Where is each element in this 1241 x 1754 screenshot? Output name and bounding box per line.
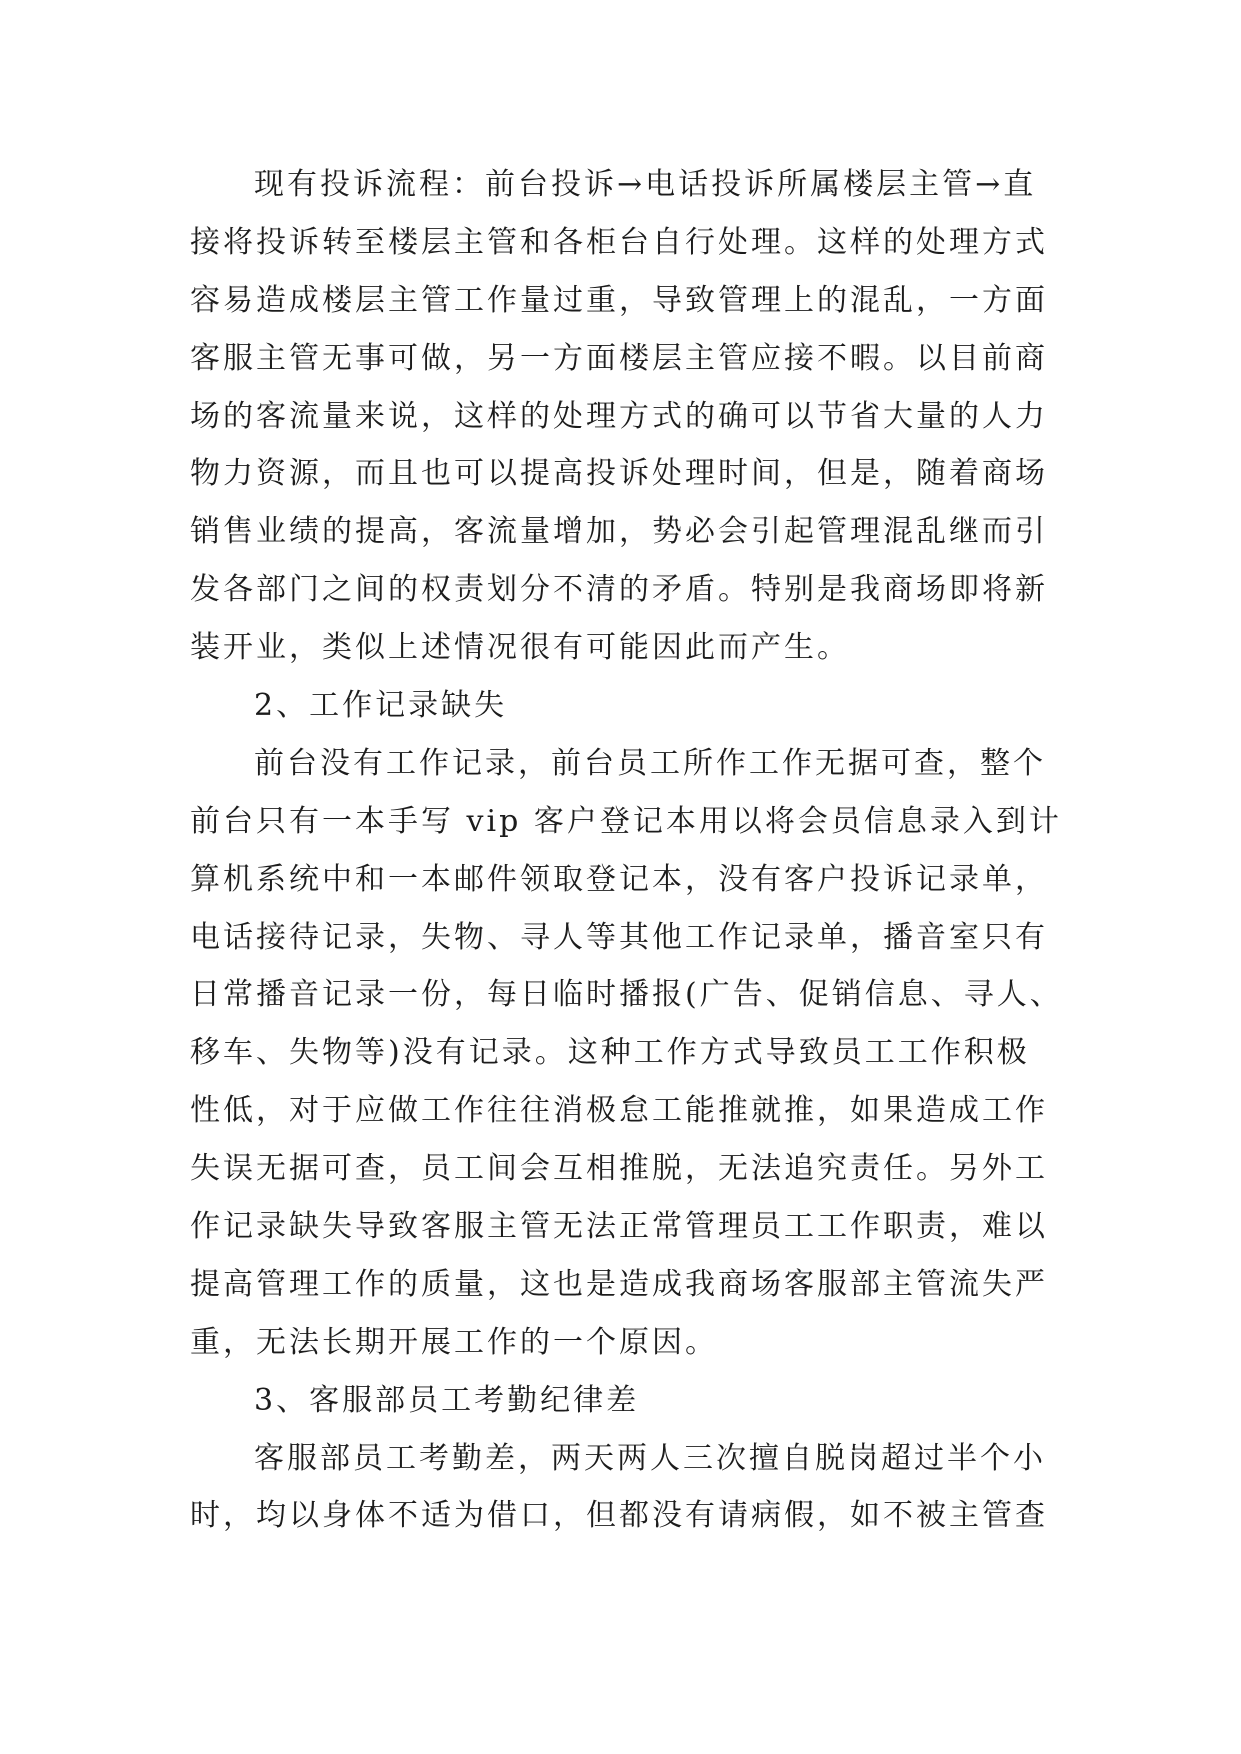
text-line: 时，均以身体不适为借口，但都没有请病假，如不被主管查: [190, 1498, 1048, 1534]
text-line: 容易造成楼层主管工作量过重，导致管理上的混乱，一方面: [190, 282, 1048, 318]
text-line: 日常播音记录一份，每日临时播报(广告、促销信息、寻人、: [190, 977, 1063, 1013]
paragraph-first-line: 3、客服部员工考勤纪律差: [254, 1382, 640, 1418]
paragraph-first-line: 前台没有工作记录，前台员工所作工作无据可查，整个: [254, 745, 1046, 781]
text-line: 发各部门之间的权责划分不清的矛盾。特别是我商场即将新: [190, 572, 1048, 608]
text-line: 前台只有一本手写 vip 客户登记本用以将会员信息录入到计: [190, 803, 1062, 839]
text-line: 提高管理工作的质量，这也是造成我商场客服部主管流失严: [190, 1266, 1048, 1302]
text-line: 失误无据可查，员工间会互相推脱，无法追究责任。另外工: [190, 1151, 1048, 1187]
text-line: 场的客流量来说，这样的处理方式的确可以节省大量的人力: [190, 398, 1048, 434]
text-line: 移车、失物等)没有记录。这种工作方式导致员工工作积极: [190, 1035, 1030, 1071]
text-line: 接将投诉转至楼层主管和各柜台自行处理。这样的处理方式: [190, 224, 1048, 260]
text-line: 客服主管无事可做，另一方面楼层主管应接不暇。以目前商: [190, 340, 1048, 376]
text-line: 装开业，类似上述情况很有可能因此而产生。: [190, 630, 850, 666]
text-line: 作记录缺失导致客服主管无法正常管理员工工作职责，难以: [190, 1209, 1048, 1245]
text-line: 销售业绩的提高，客流量增加，势必会引起管理混乱继而引: [190, 514, 1048, 550]
text-line: 重，无法长期开展工作的一个原因。: [190, 1324, 718, 1360]
text-line: 算机系统中和一本邮件领取登记本，没有客户投诉记录单，: [190, 861, 1048, 897]
text-line: 物力资源，而且也可以提高投诉处理时间，但是，随着商场: [190, 456, 1048, 492]
paragraph-first-line: 现有投诉流程：前台投诉→电话投诉所属楼层主管→直: [254, 167, 1037, 202]
paragraph-first-line: 客服部员工考勤差，两天两人三次擅自脱岗超过半个小: [254, 1440, 1046, 1476]
paragraph-first-line: 2、工作记录缺失: [254, 688, 508, 724]
text-line: 性低，对于应做工作往往消极怠工能推就推，如果造成工作: [190, 1093, 1048, 1129]
text-line: 电话接待记录，失物、寻人等其他工作记录单，播音室只有: [190, 919, 1048, 955]
body-text: [190, 156, 1063, 1545]
